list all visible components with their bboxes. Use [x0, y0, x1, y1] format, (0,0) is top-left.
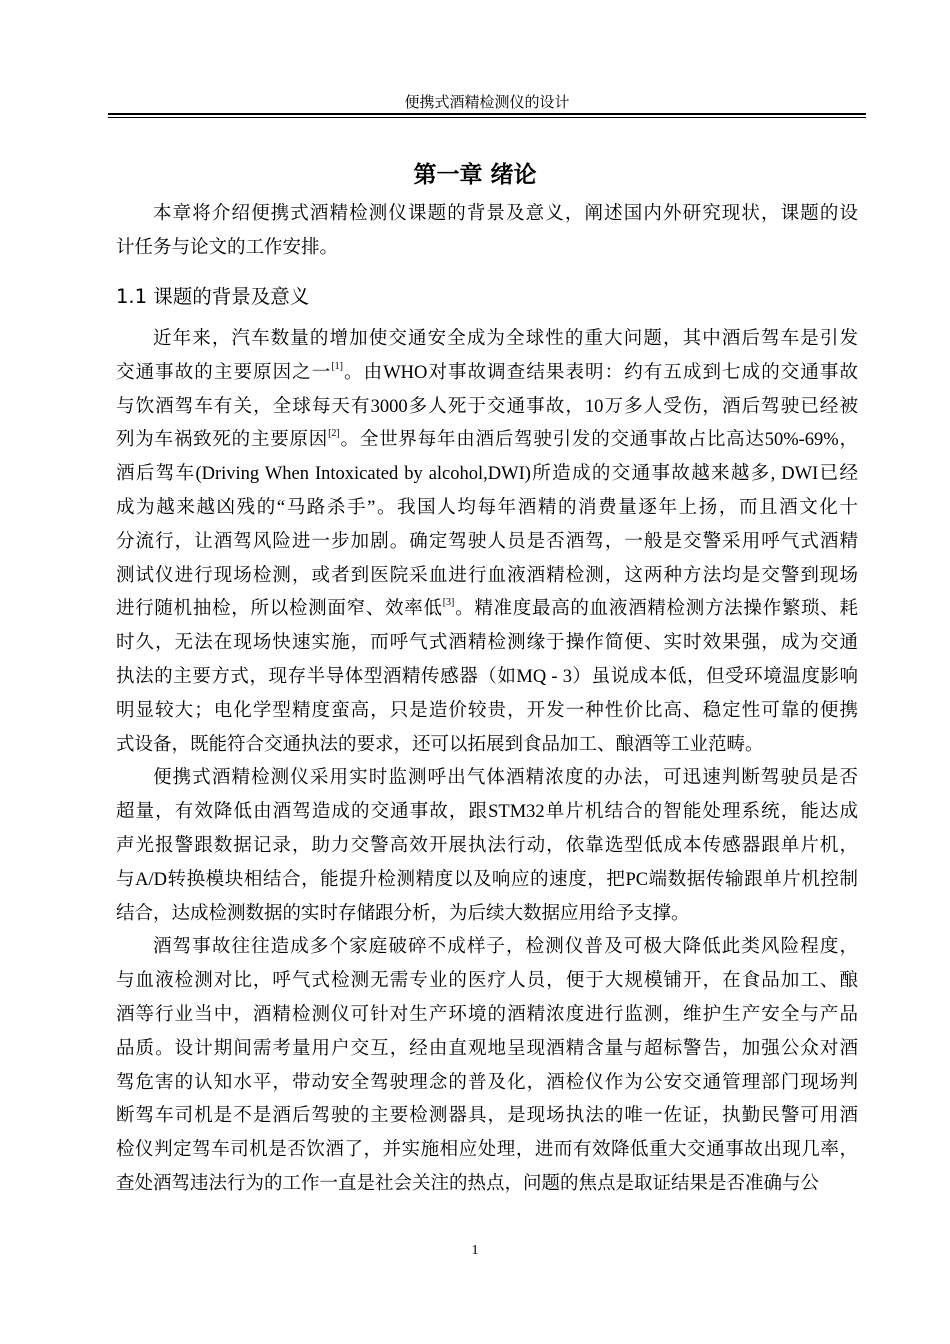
- line-text: 结合，达成检测数据的实时存储跟分析，为后续大数据应用给予支撑。: [116, 903, 690, 924]
- line-text: 计任务与论文的工作安排。: [116, 237, 339, 258]
- line-text: 便携式酒精检测仪采用实时监测呼出气体酒精浓度的办法，可迅速判断驾驶员是否: [153, 768, 858, 789]
- text-line: [116, 391, 858, 425]
- text-line: [116, 830, 858, 864]
- text-line: [116, 492, 858, 526]
- line-text: 执法的主要方式，现存半导体型酒精传感器（如MQ - 3）虽说成本低，但受环境温度影响: [116, 666, 858, 687]
- page-number: 1: [471, 1243, 479, 1258]
- text-line: [116, 424, 858, 458]
- text-line: [116, 695, 858, 729]
- line-text: 明显较大；电化学型精度蛮高，只是造价较贵，开发一种性价比高、稳定性可靠的便携: [116, 700, 858, 721]
- line-text: 。精准度最高的血液酒精检测方法操作繁琐、耗: [454, 599, 858, 620]
- citation-ref: [2]: [328, 428, 340, 440]
- text-line: [116, 1168, 858, 1202]
- citation-ref: [1]: [331, 360, 343, 372]
- text-line: [116, 458, 858, 492]
- line-text: 酒驾事故往往造成多个家庭破碎不成样子，检测仪普及可极大降低此类风险程度，: [153, 937, 858, 958]
- line-text: 式设备，既能符合交通执法的要求，还可以拓展到食品加工、酿酒等工业范畴。: [116, 734, 764, 755]
- text-line: [116, 965, 858, 999]
- line-text: 查处酒驾违法行为的工作一直是社会关注的热点，问题的焦点是取证结果是否准确与公: [116, 1173, 820, 1194]
- text-line: [116, 1134, 858, 1168]
- intro-paragraph: [116, 198, 858, 266]
- text-line: [116, 560, 858, 594]
- body-text: [116, 323, 858, 1202]
- line-text: 品质。设计期间需考量用户交互，经由直观地呈现酒精含量与超标警告，加强公众对酒: [116, 1038, 858, 1059]
- chapter-title: 第一章 绪论: [413, 162, 537, 188]
- text-line: [116, 323, 858, 357]
- running-header: 便携式酒精检测仪的设计: [404, 95, 570, 111]
- line-text: 。全世界每年由酒后驾驶引发的交通事故占比高达50%-69%，: [339, 430, 858, 451]
- text-line: [116, 661, 858, 695]
- header-rule-thick: [108, 113, 866, 115]
- line-text: 声光报警跟数据记录，助力交警高效开展执法行动，依靠选型低成本传感器跟单片机，: [116, 835, 858, 856]
- line-text: 与饮酒驾车有关，全球每天有3000多人死于交通事故，10万多人受伤，酒后驾驶已经被: [116, 396, 858, 417]
- section-heading: 1.1 课题的背景及意义: [116, 285, 310, 308]
- text-line: [116, 593, 858, 627]
- text-line: [116, 1067, 858, 1101]
- line-text: 。由WHO对事故调查结果表明：约有五成到七成的交通事故: [342, 362, 858, 383]
- text-line: [116, 898, 858, 932]
- line-text: 分流行，让酒驾风险进一步加剧。确定驾驶人员是否酒驾，一般是交警采用呼气式酒精: [116, 531, 858, 552]
- line-text: 驾危害的认知水平，带动安全驾驶理念的普及化，酒检仪作为公安交通管理部门现场判: [116, 1072, 858, 1093]
- intro-lines: [116, 198, 858, 266]
- paragraph: [116, 762, 858, 931]
- text-line: [116, 198, 858, 232]
- text-line: [116, 762, 858, 796]
- line-text: 酒等行业当中，酒精检测仪可针对生产环境的酒精浓度进行监测，维护生产安全与产品: [116, 1004, 858, 1025]
- line-text: 断驾车司机是不是酒后驾驶的主要检测器具，是现场执法的唯一佐证，执勤民警可用酒: [116, 1106, 858, 1127]
- citation-ref: [3]: [442, 597, 455, 609]
- text-line: [116, 796, 858, 830]
- line-text: 近年来，汽车数量的增加使交通安全成为全球性的重大问题，其中酒后驾车是引发: [153, 329, 858, 349]
- line-text: 进行随机抽检，所以检测面窄、效率低: [116, 599, 443, 620]
- text-line: [116, 931, 858, 965]
- line-text: 测试仪进行现场检测，或者到医院采血进行血液酒精检测，这两种方法均是交警到现场: [116, 565, 858, 586]
- line-text: 与血液检测对比，呼气式检测无需专业的医疗人员，便于大规模铺开，在食品加工、酿: [116, 971, 858, 992]
- line-text: 与A/D转换模块相结合，能提升检测精度以及响应的速度，把PC端数据传输跟单片机控制: [116, 869, 858, 890]
- paragraph: [116, 323, 858, 762]
- line-text: 本章将介绍便携式酒精检测仪课题的背景及意义，阐述国内外研究现状，课题的设: [153, 204, 858, 224]
- text-line: [116, 1100, 858, 1134]
- line-text: 列为车祸致死的主要原因: [116, 430, 329, 451]
- paragraph: [116, 931, 858, 1201]
- text-line: [116, 1033, 858, 1067]
- line-text: 检仪判定驾车司机是否饮酒了，并实施相应处理，进而有效降低重大交通事故出现几率，: [116, 1140, 858, 1161]
- text-line: [116, 357, 858, 391]
- text-line: [116, 999, 858, 1033]
- text-line: [116, 729, 858, 763]
- line-text: 酒后驾车(Driving When Intoxicated by alcohol,DWI)所造成的交通事故越来越多, DWI已经: [116, 464, 858, 485]
- line-text: 时久，无法在现场快速实施，而呼气式酒精检测缘于操作简便、实时效果强，成为交通: [116, 633, 858, 654]
- header-rule-thin: [108, 117, 866, 118]
- text-line: [116, 864, 858, 898]
- line-text: 成为越来越凶残的“马路杀手”。我国人均每年酒精的消费量逐年上扬，而且酒文化十: [116, 497, 858, 518]
- line-text: 交通事故的主要原因之一: [116, 362, 332, 383]
- text-line: [116, 526, 858, 560]
- text-line: [116, 627, 858, 661]
- line-text: 超量，有效降低由酒驾造成的交通事故，跟STM32单片机结合的智能处理系统，能达成: [116, 802, 858, 823]
- text-line: [116, 232, 858, 266]
